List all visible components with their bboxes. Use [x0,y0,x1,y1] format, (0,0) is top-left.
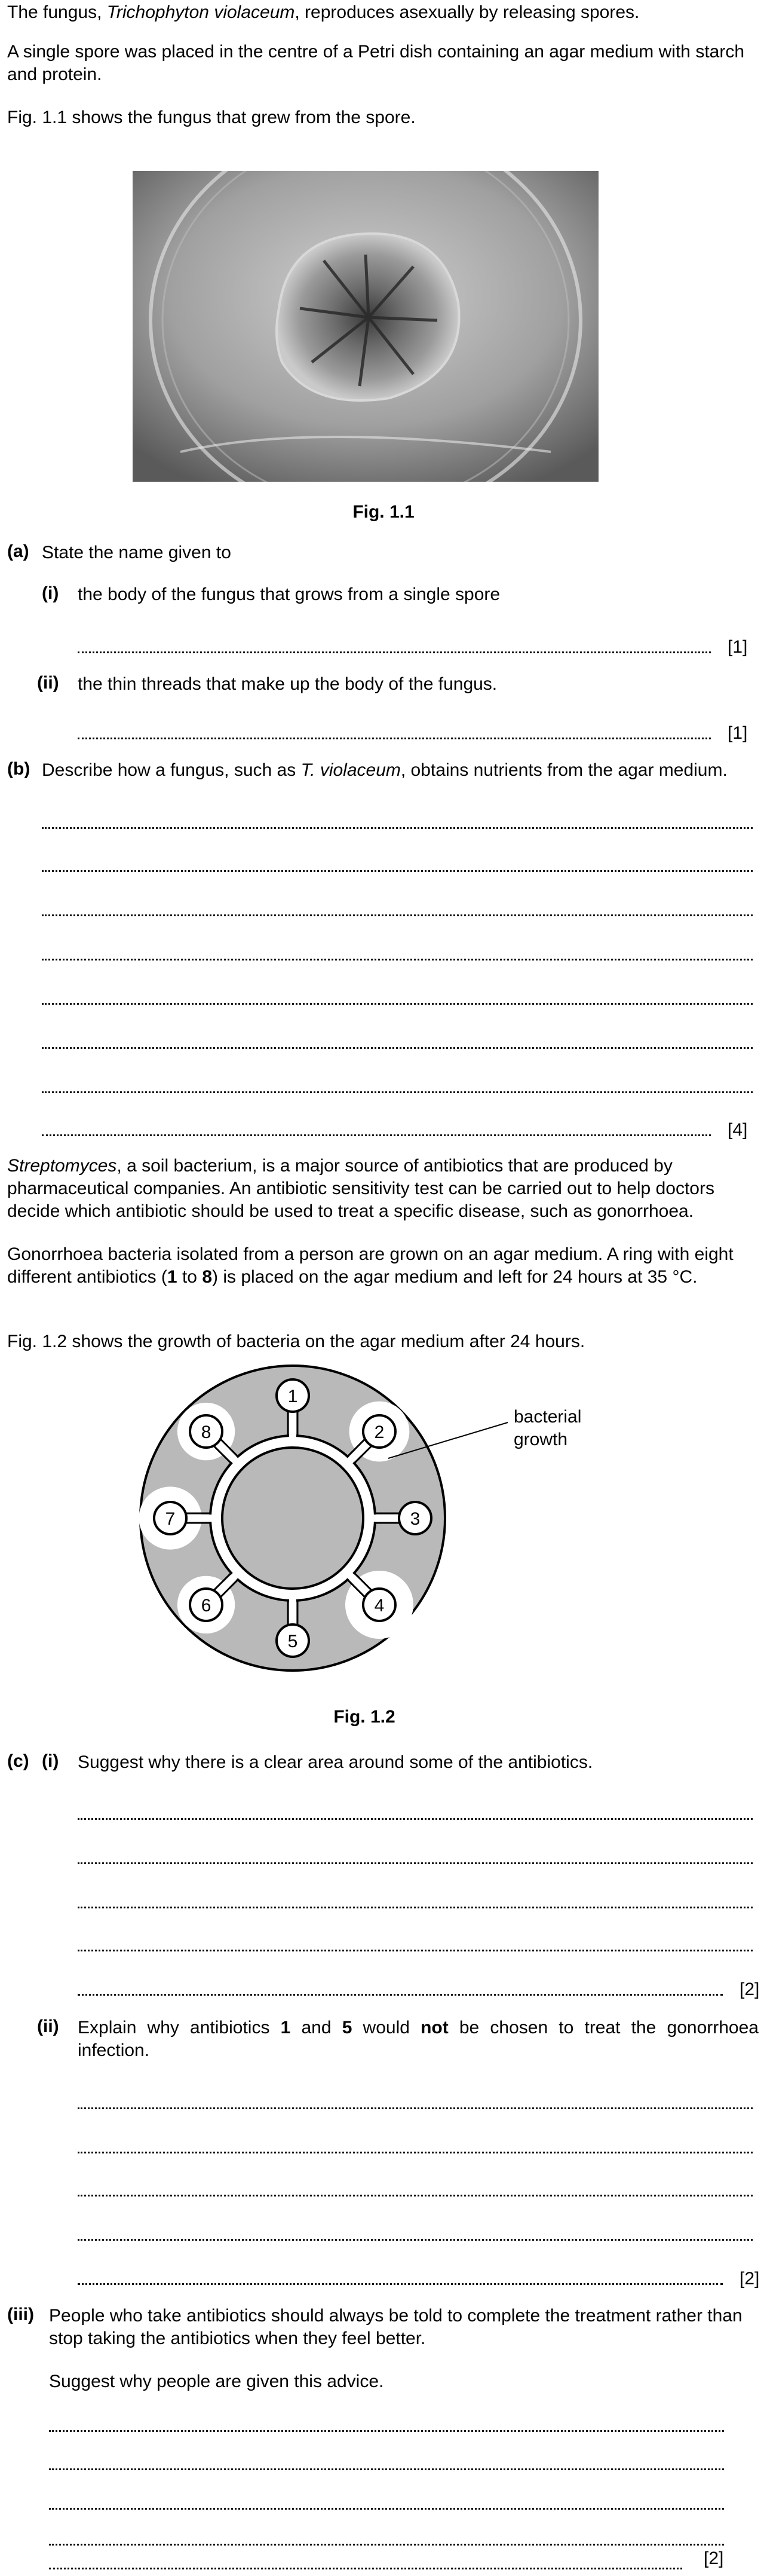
label-bacterial: bacterial [514,1407,582,1427]
petri-dish-illustration [133,171,599,482]
answer-line-c-i-1[interactable] [78,1818,753,1820]
q-a-label: (a) [7,541,29,561]
answer-line-c-i-4[interactable] [78,1950,753,1951]
answer-line-c-iii-4[interactable] [49,2544,724,2546]
q-a-text: State the name given to [42,543,231,562]
fig-1-2-intro: Fig. 1.2 shows the growth of bacteria on the agar medium after 24 hours. [7,1332,585,1351]
answer-line-b-6[interactable] [42,1047,753,1049]
q-c-iii-text-2: Suggest why people are given this advice. [49,2372,384,2391]
q-b-label: (b) [7,759,30,779]
answer-line-c-i-3[interactable] [78,1907,753,1908]
streptomyces-paragraph: Streptomyces, a soil bacterium, is a major source of antibiotics that are produced by pharmaceutical companies. An antibiotic sensitivity test can be carried out to help doctors decide which antibiotic should be used to treat a specific disease, such as gonorrhoea. [7,1156,714,1221]
answer-line-b-2[interactable] [42,870,753,872]
answer-line-b-7[interactable] [42,1091,753,1093]
ring-arm-fill-7 [185,1515,212,1522]
mark-a-ii: [1] [728,723,748,743]
antibiotic-number-6: 6 [201,1595,211,1616]
answer-line-a-ii[interactable] [78,738,711,739]
mark-a-i: [1] [728,637,748,657]
antibiotic-number-4: 4 [374,1595,385,1616]
answer-line-c-iii-2[interactable] [49,2468,724,2470]
answer-line-b-4[interactable] [42,959,753,960]
q-c-iii-text: People who take antibiotics should always be told to complete the treatment rather than stop taking the antibiotics when they feel better. [49,2306,743,2348]
q-c-i-text: Suggest why there is a clear area around some of the antibiotics. [78,1752,593,1772]
q-a-i-label: (i) [42,583,59,603]
ring-centre [222,1448,363,1589]
species-name: Trichophyton violaceum [106,2,295,22]
answer-line-c-i-2[interactable] [78,1862,753,1864]
antibiotic-number-2: 2 [374,1422,385,1443]
q-c-ii-label: (ii) [37,2017,59,2036]
answer-line-c-iii-1[interactable] [49,2430,724,2432]
q-a-ii-label: (ii) [37,673,59,693]
answer-line-c-ii-4[interactable] [78,2239,753,2241]
mark-b: [4] [728,1120,748,1140]
gonorrhoea-paragraph: Gonorrhoea bacteria isolated from a person are grown on an agar medium. A ring with eight different antibiotics (1 to 8) is placed on the agar medium and left for 24 hours at 35 °C. [7,1244,734,1287]
q-a-ii-text: the thin threads that make up the body of the fungus. [78,674,498,694]
mark-c-ii: [2] [740,2269,760,2289]
ring-arm-fill-5 [289,1599,296,1626]
answer-line-c-i-5[interactable] [78,1994,723,1996]
q-c-label: (c) [7,1751,29,1771]
mark-c-iii: [2] [704,2549,724,2568]
answer-line-c-ii-1[interactable] [78,2107,753,2109]
mark-c-i: [2] [740,1980,760,1999]
intro-line-3: Fig. 1.1 shows the fungus that grew from the spore. [7,108,416,127]
antibiotic-number-7: 7 [165,1509,176,1529]
q-c-iii-label: (iii) [7,2305,34,2324]
ring-arm-fill-1 [289,1410,296,1437]
q-b-text: Describe how a fungus, such as T. violaceum, obtains nutrients from the agar medium. [42,760,728,780]
answer-line-c-ii-2[interactable] [78,2152,753,2153]
answer-line-b-3[interactable] [42,914,753,916]
answer-line-b-8[interactable] [42,1134,711,1136]
antibiotic-ring-diagram [131,1357,621,1691]
antibiotic-number-5: 5 [287,1632,298,1651]
label-growth: growth [514,1430,568,1449]
answer-line-c-iii-5[interactable] [49,2568,682,2569]
answer-line-c-iii-3[interactable] [49,2508,724,2510]
answer-line-b-1[interactable] [42,827,753,829]
antibiotic-number-8: 8 [201,1422,211,1443]
fig-1-2-caption: Fig. 1.2 [333,1707,395,1727]
q-c-i-label: (i) [42,1751,59,1771]
antibiotic-number-1: 1 [287,1387,298,1406]
answer-line-c-ii-5[interactable] [78,2283,723,2285]
answer-line-a-i[interactable] [78,651,711,653]
answer-line-b-5[interactable] [42,1003,753,1005]
fig-1-1-caption: Fig. 1.1 [352,502,415,522]
answer-line-c-ii-3[interactable] [78,2195,753,2196]
intro-line-2: A single spore was placed in the centre of a Petri dish containing an agar medium with starch and protein. [7,42,745,84]
antibiotic-number-3: 3 [410,1509,421,1529]
ring-arm-fill-3 [373,1515,401,1522]
intro-line-1: The fungus, Trichophyton violaceum, reproduces asexually by releasing spores. [7,2,640,22]
q-a-i-text: the body of the fungus that grows from a single spore [78,585,501,604]
petri-dish-photo [133,171,599,482]
q-c-ii-text: Explain why antibiotics 1 and 5 would not be chosen to treat the gonorrhoea infection. [78,2018,759,2060]
